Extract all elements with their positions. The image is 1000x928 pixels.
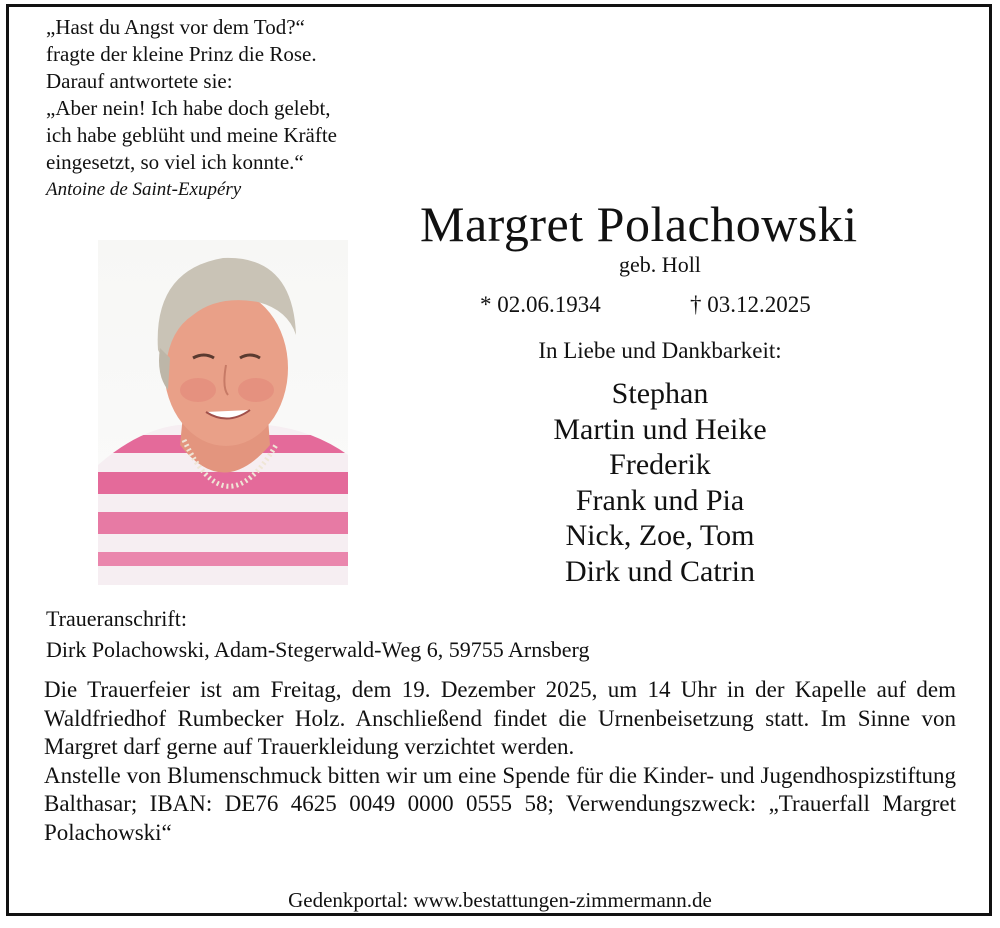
mourner-entry: Dirk und Catrin — [565, 554, 755, 588]
maiden-name: geb. Holl — [619, 252, 701, 277]
birth-date: * 02.06.1934 — [480, 292, 601, 317]
quote-line: „Hast du Angst vor dem Tod?“ — [46, 15, 305, 39]
quote-line: Darauf antwortete sie: — [46, 69, 233, 93]
mourner-entry: Martin und Heike — [553, 412, 767, 446]
quote-author: Antoine de Saint-Exupéry — [46, 179, 242, 200]
mourner-entry: Frank und Pia — [575, 483, 745, 517]
portrait-illustration — [98, 240, 348, 585]
mourners-list — [460, 376, 860, 589]
quote-line: eingesetzt, so viel ich konnte.“ — [46, 150, 304, 174]
mourner-entry: Stephan — [611, 377, 709, 410]
mourner-entry: Nick, Zoe, Tom — [565, 519, 755, 552]
portrait-photo — [98, 240, 348, 585]
death-date: † 03.12.2025 — [690, 292, 811, 317]
mourning-address — [46, 603, 589, 665]
deceased-name: Margret Polachowski — [420, 196, 858, 252]
ceremony-paragraph: Die Trauerfeier ist am Freitag, dem 19. Dezember 2025, um 14 Uhr in der Kapelle auf dem Waldfriedhof Rumbecker Holz. Anschließend findet die Urnenbeisetzung statt. Im Sinne von Margret darf gerne auf Trauerkleidung verzichtet werden. — [44, 677, 956, 759]
thanks-heading: In Liebe und Dankbarkeit: — [538, 338, 782, 363]
funeral-details — [44, 676, 956, 847]
quote-line: ich habe geblüht und meine Kräfte — [46, 123, 337, 147]
poem-quote — [46, 14, 337, 203]
address-value: Dirk Polachowski, Adam-Stegerwald-Weg 6, 59755 Arnsberg — [46, 637, 590, 662]
memorial-portal-link[interactable]: Gedenkportal: www.bestattungen-zimmermann.de — [288, 888, 712, 912]
donation-paragraph: Anstelle von Blumenschmuck bitten wir um eine Spende für die Kinder- und Jugendhospizstiftung Balthasar; IBAN: DE76 4625 0049 0000 0555 58; Verwendungszweck: „Trauerfall Margret Polachowski“ — [44, 762, 956, 845]
quote-line: „Aber nein! Ich habe doch gelebt, — [46, 96, 331, 120]
mourner-entry: Frederik — [609, 448, 711, 481]
address-label: Traueranschrift: — [46, 606, 187, 631]
quote-line: fragte der kleine Prinz die Rose. — [46, 42, 317, 66]
